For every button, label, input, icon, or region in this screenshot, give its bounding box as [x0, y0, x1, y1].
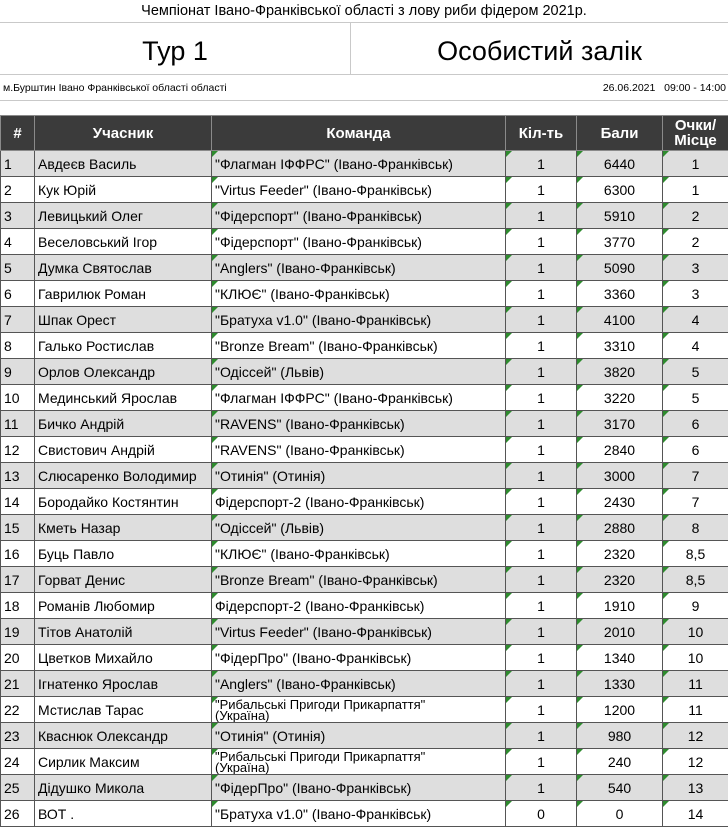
team-cell: "Одіссей" (Львів) [212, 359, 506, 385]
participant-name: Бородайко Костянтин [35, 489, 212, 515]
team-name-line1: "Рибальські Пригоди Прикарпаття" [215, 748, 426, 764]
team-cell: "Bronze Bream" (Івано-Франківськ) [212, 567, 506, 593]
row-number: 25 [1, 775, 35, 801]
table-row [1, 411, 728, 437]
points-value: 2320 [577, 541, 663, 567]
fish-count: 1 [506, 411, 577, 437]
table-row [1, 619, 728, 645]
fish-count: 1 [506, 723, 577, 749]
column-header-points: Бали [577, 116, 663, 151]
row-number: 13 [1, 463, 35, 489]
team-cell: "Флагман ІФФРС" (Івано-Франківськ) [212, 151, 506, 177]
team-cell: Фідерспорт-2 (Івано-Франківськ) [212, 489, 506, 515]
participant-name: Цветков Михайло [35, 645, 212, 671]
place-value: 1 [663, 177, 728, 203]
place-value: 13 [663, 775, 728, 801]
team-cell: "Отинія" (Отинія) [212, 723, 506, 749]
row-number: 14 [1, 489, 35, 515]
place-value: 8,5 [663, 541, 728, 567]
participant-name: Мединський Ярослав [35, 385, 212, 411]
row-number: 3 [1, 203, 35, 229]
points-value: 540 [577, 775, 663, 801]
fish-count: 1 [506, 749, 577, 775]
fish-count: 1 [506, 229, 577, 255]
divider [0, 74, 728, 75]
table-row [1, 151, 728, 177]
team-cell: "Anglers" (Івано-Франківськ) [212, 671, 506, 697]
participant-name: Свистович Андрій [35, 437, 212, 463]
points-value: 3770 [577, 229, 663, 255]
place-value: 5 [663, 359, 728, 385]
column-header-participant: Учасник [35, 116, 212, 151]
participant-name: Гаврилюк Роман [35, 281, 212, 307]
participant-name: ВОТ . [35, 801, 212, 827]
fish-count: 1 [506, 515, 577, 541]
participant-name: Горват Денис [35, 567, 212, 593]
team-cell: "RAVENS" (Івано-Франківськ) [212, 437, 506, 463]
points-value: 6440 [577, 151, 663, 177]
table-row [1, 775, 728, 801]
team-name-line2: (Україна) [215, 707, 270, 723]
participant-name: Бичко Андрій [35, 411, 212, 437]
table-row [1, 307, 728, 333]
team-cell [212, 697, 506, 723]
place-value: 7 [663, 489, 728, 515]
table-row [1, 723, 728, 749]
participant-name: Тітов Анатолій [35, 619, 212, 645]
fish-count: 1 [506, 541, 577, 567]
place-value: 3 [663, 281, 728, 307]
participant-name: Слюсаренко Володимир [35, 463, 212, 489]
points-value: 2840 [577, 437, 663, 463]
points-value: 0 [577, 801, 663, 827]
row-number: 26 [1, 801, 35, 827]
row-number: 5 [1, 255, 35, 281]
row-number: 22 [1, 697, 35, 723]
table-row [1, 567, 728, 593]
table-row [1, 515, 728, 541]
team-cell: "Фідерспорт" (Івано-Франківськ) [212, 203, 506, 229]
column-header-place-line1: Очки/ [674, 117, 717, 134]
team-cell: "ФідерПро" (Івано-Франківськ) [212, 645, 506, 671]
fish-count: 1 [506, 203, 577, 229]
team-name-line2: (Україна) [215, 759, 270, 775]
place-value: 3 [663, 255, 728, 281]
document-title: Чемпіонат Івано-Франківської області з лову риби фідером 2021р. [141, 3, 587, 19]
table-row [1, 333, 728, 359]
row-number: 19 [1, 619, 35, 645]
fish-count: 1 [506, 437, 577, 463]
points-value: 3000 [577, 463, 663, 489]
row-number: 21 [1, 671, 35, 697]
participant-name: Веселовський Ігор [35, 229, 212, 255]
participant-name: Романів Любомир [35, 593, 212, 619]
fish-count: 1 [506, 697, 577, 723]
place-value: 12 [663, 723, 728, 749]
fish-count: 0 [506, 801, 577, 827]
table-row [1, 671, 728, 697]
place-value: 8 [663, 515, 728, 541]
fish-count: 1 [506, 177, 577, 203]
team-cell: "Anglers" (Івано-Франківськ) [212, 255, 506, 281]
standings-type: Особистий залік [437, 36, 642, 66]
fish-count: 1 [506, 463, 577, 489]
table-row [1, 359, 728, 385]
points-value: 1200 [577, 697, 663, 723]
place-value: 8,5 [663, 567, 728, 593]
team-cell: "Virtus Feeder" (Івано-Франківськ) [212, 177, 506, 203]
participant-name: Мстислав Тарас [35, 697, 212, 723]
row-number: 8 [1, 333, 35, 359]
row-number: 17 [1, 567, 35, 593]
row-number: 9 [1, 359, 35, 385]
fish-count: 1 [506, 151, 577, 177]
participant-name: Думка Святослав [35, 255, 212, 281]
points-value: 1910 [577, 593, 663, 619]
row-number: 7 [1, 307, 35, 333]
table-row [1, 437, 728, 463]
place-value: 4 [663, 307, 728, 333]
participant-name: Дідушко Микола [35, 775, 212, 801]
participant-name: Шпак Орест [35, 307, 212, 333]
row-number: 18 [1, 593, 35, 619]
table-row [1, 697, 728, 723]
place-value: 2 [663, 229, 728, 255]
fish-count: 1 [506, 333, 577, 359]
column-header-place-line2: Місце [674, 132, 717, 149]
table-row [1, 255, 728, 281]
row-number: 11 [1, 411, 35, 437]
points-value: 3170 [577, 411, 663, 437]
points-value: 4100 [577, 307, 663, 333]
team-cell: "Фідерспорт" (Івано-Франківськ) [212, 229, 506, 255]
team-cell: "КЛЮЄ" (Івано-Франківськ) [212, 541, 506, 567]
team-cell: "Bronze Bream" (Івано-Франківськ) [212, 333, 506, 359]
table-row [1, 203, 728, 229]
table-row [1, 229, 728, 255]
points-value: 2320 [577, 567, 663, 593]
fish-count: 1 [506, 645, 577, 671]
place-value: 9 [663, 593, 728, 619]
table-row [1, 645, 728, 671]
table-row [1, 177, 728, 203]
fish-count: 1 [506, 489, 577, 515]
fish-count: 1 [506, 567, 577, 593]
participant-name: Сирлик Максим [35, 749, 212, 775]
column-header-num: # [1, 116, 35, 151]
row-number: 24 [1, 749, 35, 775]
team-cell: "Флагман ІФФРС" (Івано-Франківськ) [212, 385, 506, 411]
points-value: 2430 [577, 489, 663, 515]
round-label: Тур 1 [142, 36, 208, 66]
place-value: 11 [663, 697, 728, 723]
team-cell: "Virtus Feeder" (Івано-Франківськ) [212, 619, 506, 645]
place-value: 4 [663, 333, 728, 359]
points-value: 980 [577, 723, 663, 749]
row-number: 1 [1, 151, 35, 177]
participant-name: Орлов Олександр [35, 359, 212, 385]
column-header-qty: Кіл-ть [506, 116, 577, 151]
row-number: 12 [1, 437, 35, 463]
row-number: 20 [1, 645, 35, 671]
participant-name: Кваснюк Олександр [35, 723, 212, 749]
place-value: 14 [663, 801, 728, 827]
team-cell: "КЛЮЄ" (Івано-Франківськ) [212, 281, 506, 307]
place-value: 5 [663, 385, 728, 411]
column-header-team: Команда [212, 116, 506, 151]
fish-count: 1 [506, 385, 577, 411]
table-row [1, 541, 728, 567]
fish-count: 1 [506, 281, 577, 307]
points-value: 1340 [577, 645, 663, 671]
place-value: 12 [663, 749, 728, 775]
table-row [1, 749, 728, 775]
fish-count: 1 [506, 307, 577, 333]
row-number: 6 [1, 281, 35, 307]
points-value: 2010 [577, 619, 663, 645]
row-number: 2 [1, 177, 35, 203]
results-table [0, 115, 728, 827]
points-value: 3820 [577, 359, 663, 385]
table-row [1, 385, 728, 411]
team-cell: "RAVENS" (Івано-Франківськ) [212, 411, 506, 437]
points-value: 1330 [577, 671, 663, 697]
fish-count: 1 [506, 775, 577, 801]
table-header-row [1, 116, 728, 151]
points-value: 240 [577, 749, 663, 775]
row-number: 15 [1, 515, 35, 541]
points-value: 3310 [577, 333, 663, 359]
place-value: 6 [663, 411, 728, 437]
fish-count: 1 [506, 671, 577, 697]
place-value: 10 [663, 645, 728, 671]
participant-name: Кук Юрій [35, 177, 212, 203]
points-value: 5910 [577, 203, 663, 229]
place-value: 11 [663, 671, 728, 697]
points-value: 5090 [577, 255, 663, 281]
place-value: 7 [663, 463, 728, 489]
place-value: 2 [663, 203, 728, 229]
row-number: 4 [1, 229, 35, 255]
participant-name: Буць Павло [35, 541, 212, 567]
place-value: 10 [663, 619, 728, 645]
place-value: 6 [663, 437, 728, 463]
team-cell: "Братуха v1.0" (Івано-Франківськ) [212, 801, 506, 827]
participant-name: Галько Ростислав [35, 333, 212, 359]
fish-count: 1 [506, 619, 577, 645]
team-cell: "Отинія" (Отинія) [212, 463, 506, 489]
fish-count: 1 [506, 593, 577, 619]
row-number: 23 [1, 723, 35, 749]
fish-count: 1 [506, 359, 577, 385]
team-cell: "Одіссей" (Львів) [212, 515, 506, 541]
team-cell: "ФідерПро" (Івано-Франківськ) [212, 775, 506, 801]
participant-name: Левицький Олег [35, 203, 212, 229]
team-cell [212, 749, 506, 775]
divider [0, 22, 728, 23]
participant-name: Авдеєв Василь [35, 151, 212, 177]
points-value: 3220 [577, 385, 663, 411]
place-value: 1 [663, 151, 728, 177]
table-row [1, 281, 728, 307]
event-datetime: 26.06.2021 09:00 - 14:00 [602, 82, 726, 94]
points-value: 2880 [577, 515, 663, 541]
points-value: 6300 [577, 177, 663, 203]
table-row [1, 463, 728, 489]
team-cell: "Братуха v1.0" (Івано-Франківськ) [212, 307, 506, 333]
row-number: 16 [1, 541, 35, 567]
fish-count: 1 [506, 255, 577, 281]
divider [0, 100, 728, 101]
table-row [1, 489, 728, 515]
venue-location: м.Бурштин Івано Франківської області області [3, 82, 227, 94]
row-number: 10 [1, 385, 35, 411]
team-cell: Фідерспорт-2 (Івано-Франківськ) [212, 593, 506, 619]
table-row [1, 801, 728, 827]
team-name-line1: "Рибальські Пригоди Прикарпаття" [215, 696, 426, 712]
table-row [1, 593, 728, 619]
column-header-place [663, 116, 728, 151]
points-value: 3360 [577, 281, 663, 307]
participant-name: Кметь Назар [35, 515, 212, 541]
participant-name: Ігнатенко Ярослав [35, 671, 212, 697]
